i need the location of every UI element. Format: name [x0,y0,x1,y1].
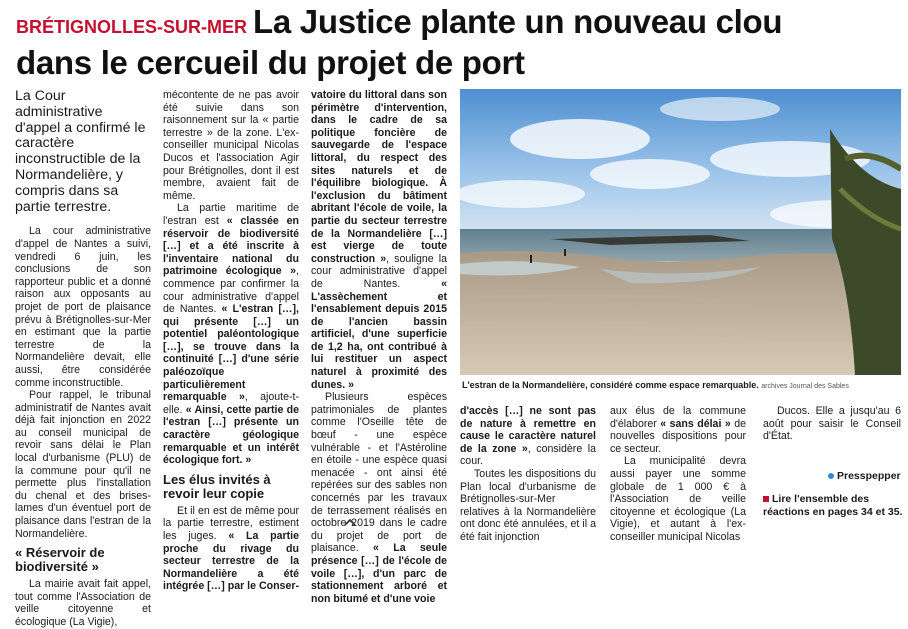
article-column-3 [311,89,447,605]
headline-title-part-1: La Justice plante un nouveau clou [253,3,783,40]
text-run: , souligne la cour administrative d'appel de Nantes. [311,252,447,290]
paragraph [610,405,746,455]
quote: « classée en réservoir de biodiversité […] et a été inscrite à l'inventaire national du patrimoine écologique » [163,214,299,278]
paragraph [163,202,299,466]
quote: « sans délai » [660,417,731,430]
article-column-4 [460,405,596,544]
article-column-5 [610,405,746,544]
article-column-2 [163,89,299,593]
bullet-dot-icon [828,473,834,479]
beach-illustration [460,89,901,375]
quote: « Ainsi, cette partie de l'estran […] présente un caractère géologique remarquable et un intérêt écologique fort. » [163,403,299,467]
paragraph: La cour administrative d'appel de Nantes a suivi, vendredi 6 juin, les conclusions de son rapporteur public et a donné raison aux opposants au projet de port de plaisance prévu à Brétignolles-sur-Mer en estimant que la partie terrestre de la Normandelière devait, elle aussi, être considérée comme inconstructible. [15,225,151,389]
read-more-link[interactable] [763,493,903,518]
headline-line-2: dans le cercueil du projet de port [16,44,525,81]
quote: « L'estran […], qui présente […] un potentiel paléontologique […], se trouve dans la continuité […] d'une série paléozoïque particulièrement remarquable » [163,303,299,404]
paragraph [311,89,447,391]
read-more-text: Lire l'ensemble des réactions en pages 34 et 35. [763,493,903,518]
caption-text: L'estran de la Normandelière, considéré comme espace remarquable. [462,380,759,390]
text-run: , considère la cour. [460,442,596,468]
chevron-up-icon[interactable] [343,515,357,529]
text-run: , ajoute-t-elle. [163,391,299,416]
paragraph: Toutes les dispositions du Plan local d'urbanisme de Brétignolles-sur-Mer relatives à la Normandelière ont donc été annulées, et il a été fait injonction [460,467,596,543]
text-run: La partie maritime de l'estran est [163,202,299,227]
paragraph: mécontente de ne pas avoir été suivie dans son raisonnement sur la « partie terrestre » de la zone. L'ex-conseiller municipal Nicolas Ducos et l'association Agir pour Brétignolles, dont il est membre, avaient fait de même. [163,89,299,202]
headline [16,4,901,81]
text-run: de nouvelles dispositions pour ce secteur. [610,417,747,455]
subheading: « Réservoir de biodiversité » [15,545,105,575]
text-run: aux élus de la commune d'élaborer [610,405,746,430]
paragraph: La mairie avait fait appel, tout comme l'Association de veille citoyenne et écologique (La Vigie), [15,578,151,628]
kicker: BRÉTIGNOLLES-SUR-MER [16,17,247,37]
paragraph: Ducos. Elle a jusqu'au 6 août pour saisir le Conseil d'État. [763,405,901,443]
paragraph [460,405,596,468]
article-column-1 [15,89,151,629]
author-name: Presspepper [837,470,901,482]
quote: vatoire du littoral dans son périmètre d'intervention, dans le cadre de sa politique foncière de sauvegarde de l'espace littoral, du respect des sites naturels et de l'équilibre biologique. À l'exclusion du bâtiment abritant l'école de voile, la partie du secteur terrestre de la Normandelière […] est vierge de toute construction » [311,89,447,265]
paragraph [163,505,299,593]
photo-caption [462,380,902,392]
article-lead: La Cour administrative d'appel a confirmé le caractère inconstructible de la Normandelière, y compris dans sa partie terrestre. [15,88,146,215]
text-run: Plusieurs espèces patrimoniales de plantes comme l'Oseille tête de bœuf - une espèce vulnérable - et l'Astéroline en étoile - une espèce quasi menacée - ont ainsi été repérées sur des sables non concernés par les travaux de terrassement réalisés en octobre 2019 dans le cadre du projet de port de plaisance. [311,391,447,555]
square-bullet-icon [763,496,769,502]
quote: d'accès […] ne sont pas de nature à remettre en cause le caractère naturel de la zone » [460,405,596,455]
quote: « La partie proche du rivage du secteur terrestre de la Normandelière a été intégrée […] par le Conser- [163,530,299,593]
paragraph: Pour rappel, le tribunal administratif de Nantes avait déjà fait injonction en 2022 au conseil municipal de revoir sans délai le Plan local d'urbanisme (PLU) de la commune pour qu'il ne permette plus l'installation du chenal et des brises-lames d'un éventuel port de plaisance dans l'estran de la Normandelière. [15,389,151,540]
article-column-6 [763,405,901,443]
photo-credit: archives Journal des Sables [761,383,849,390]
text-run: , commence par confirmer la cour administrative d'appel de Nantes. [163,265,299,316]
text-run: Et il en est de même pour la partie terrestre, estiment les juges. [163,504,299,542]
paragraph: La municipalité devra aussi payer une somme globale de 1 000 € à l'Association de veille citoyenne et écologique (La Vigie), et autant à l'ex-conseiller municipal Nicolas [610,455,746,543]
headline-line-1 [16,4,901,45]
beach-photo [460,89,901,375]
paragraph [311,391,447,605]
quote: « L'assèchement et l'ensablement depuis 2015 de l'ancien bassin artificiel, d'une superficie de 1,2 ha, ont contribué à lui restituer un aspect naturel à proximité des dunes. » [311,277,447,391]
quote: « La seule présence […] de l'école de voile […], d'un parc de stationnement arboré et non bitumé et d'une voie [311,542,448,605]
subheading: Les élus invités à revoir leur copie [163,471,271,501]
author-byline [828,470,901,482]
